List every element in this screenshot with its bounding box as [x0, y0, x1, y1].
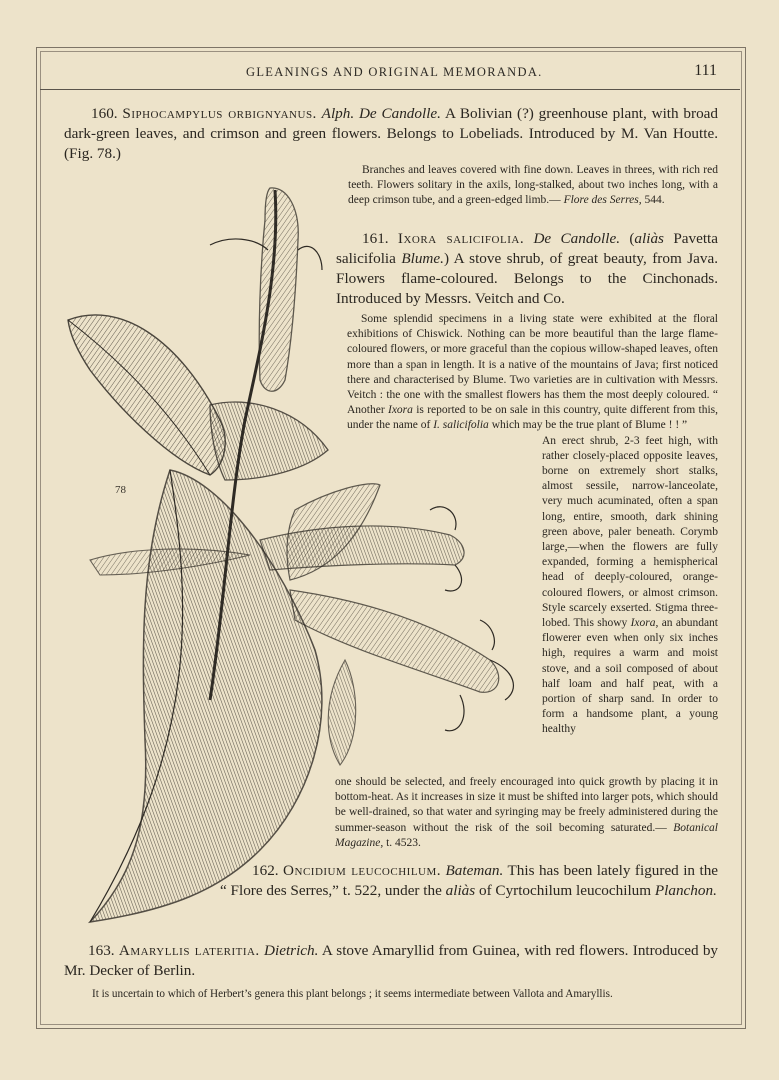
- tail-text: one should be selected, and freely encouraged into quick growth by placing it in bottom-heat. As it increases in size it must be shifted into larger pots, which should be well-drained, so that water and syringing may be freely administered during the summer-season without the risk of the soil becoming saturated.—: [335, 776, 718, 834]
- page-number: 111: [694, 62, 717, 79]
- note-source: Flore des Serres,: [563, 194, 642, 207]
- tail-ref: t. 4523.: [386, 836, 421, 849]
- entry-genus: Oncidium leucochilum.: [283, 862, 442, 879]
- alias-authority: Planchon.: [654, 882, 717, 899]
- flower-upper: [259, 188, 298, 391]
- running-title: GLEANINGS AND ORIGINAL MEMORANDA.: [246, 65, 543, 79]
- note-ref: 544.: [644, 194, 665, 207]
- header-rule: [40, 89, 740, 90]
- entry-authority: Dietrich.: [264, 942, 319, 959]
- entry-number: 160.: [91, 105, 118, 122]
- body-text: An erect shrub, 2-3 feet high, with rather closely-placed opposite leaves, borne on extremely short stalks, almost sessile, narrow-lanceolate, very much acuminated, often a span long, entire, smooth, dark shining green above, paler beneath. Corymb large,—when the flowers are fully expanded, forming a hemispherical head of deeply-coloured, orange-coloured flowers, or almost crimson. Style scarcely exserted. Stigma three-lobed. This showy: [542, 434, 718, 630]
- body-italic: Ixora,: [630, 617, 659, 630]
- tail-source: Botanical Magazine,: [335, 821, 718, 849]
- entry-number: 161.: [362, 230, 389, 247]
- body-narrow-column: [542, 434, 718, 738]
- entry-genus: Amaryllis lateritia.: [118, 942, 260, 959]
- body-text: which may be the true plant of Blume ! ! ”: [491, 419, 688, 432]
- entry-163-note: It is uncertain to which of Herbert’s genera this plant belongs ; it seems intermediate between Vallota and Amaryllis.: [92, 988, 613, 1000]
- entry-genus: Siphocampylus orbignyanus.: [122, 105, 317, 122]
- body-italic: I. salicifolia: [433, 419, 489, 432]
- leaf-upper-right: [210, 402, 328, 480]
- entry-authority: Bateman.: [445, 862, 504, 879]
- entry-text: This has been lately figured in the “ Flore des Serres,” t. 522, under the: [220, 862, 719, 899]
- alias-word: aliàs: [634, 230, 664, 247]
- entry-number: 163.: [88, 942, 115, 959]
- leaf-lower-small: [328, 660, 355, 765]
- body-text: Some splendid specimens in a living state were exhibited at the floral exhibitions of Chiswick. Nothing can be more beautiful than the large flame-coloured flowers, or more graceful than the copious willow-shaped leaves, often more than a span in length. It is a native of the mountains of Java; first noticed there and characterised by Blume. Two varieties are in cultivation with Messrs. Veitch : the one with the smallest flowers has them the most deeply coloured. “ Another: [347, 313, 718, 417]
- entry-163: [64, 941, 718, 981]
- body-text: an abundant flowerer even when only six inches high, requires a warm and moist stove, and a soil composed of about half loam and half peat, with a portion of sharp sand. In order to form a handsome plant, a young healthy: [542, 617, 718, 736]
- entry-genus: Ixora salicifolia.: [397, 230, 525, 247]
- alias-open: (: [629, 230, 635, 247]
- alias-rest: Pavetta salicifolia: [336, 230, 719, 267]
- alias-word: aliàs: [445, 882, 476, 899]
- entry-authority: Alph. De Candolle.: [321, 105, 441, 122]
- entry-authority: De Candolle.: [533, 230, 621, 247]
- entry-number: 162.: [252, 862, 279, 879]
- entry-text: A stove Amaryllid from Guinea, with red flowers. Introduced by Mr. Decker of Berlin.: [64, 942, 719, 979]
- entry-text: ) A stove shrub, of great beauty, from Java. Flowers flame-coloured. Belongs to the Cinchonads. Introduced by Messrs. Veitch and Co.: [336, 250, 718, 307]
- running-header: [40, 62, 717, 86]
- entry-160: [64, 104, 718, 164]
- figure-78: [60, 180, 530, 930]
- entry-text: A Bolivian (?) greenhouse plant, with broad dark-green leaves, and crimson and green flowers. Belongs to Lobeliads. Introduced by M. Van Houtte. (Fig. 78.): [64, 105, 719, 162]
- body-italic: Ixora: [388, 404, 413, 417]
- flower-illustration: [60, 180, 530, 930]
- figure-number: 78: [115, 484, 126, 496]
- entry-text: of Cyrtochilum leucochilum: [478, 882, 652, 899]
- alias-authority: Blume.: [401, 250, 444, 267]
- note-text: Branches and leaves covered with fine down. Leaves in threes, with rich red teeth. Flowers solitary in the axils, long-stalked, about two inches long, with a deep crimson tube, and a green-edged limb.—: [348, 164, 718, 207]
- body-text: is reported to be on sale in this country, quite different from this, under the name of: [347, 404, 719, 432]
